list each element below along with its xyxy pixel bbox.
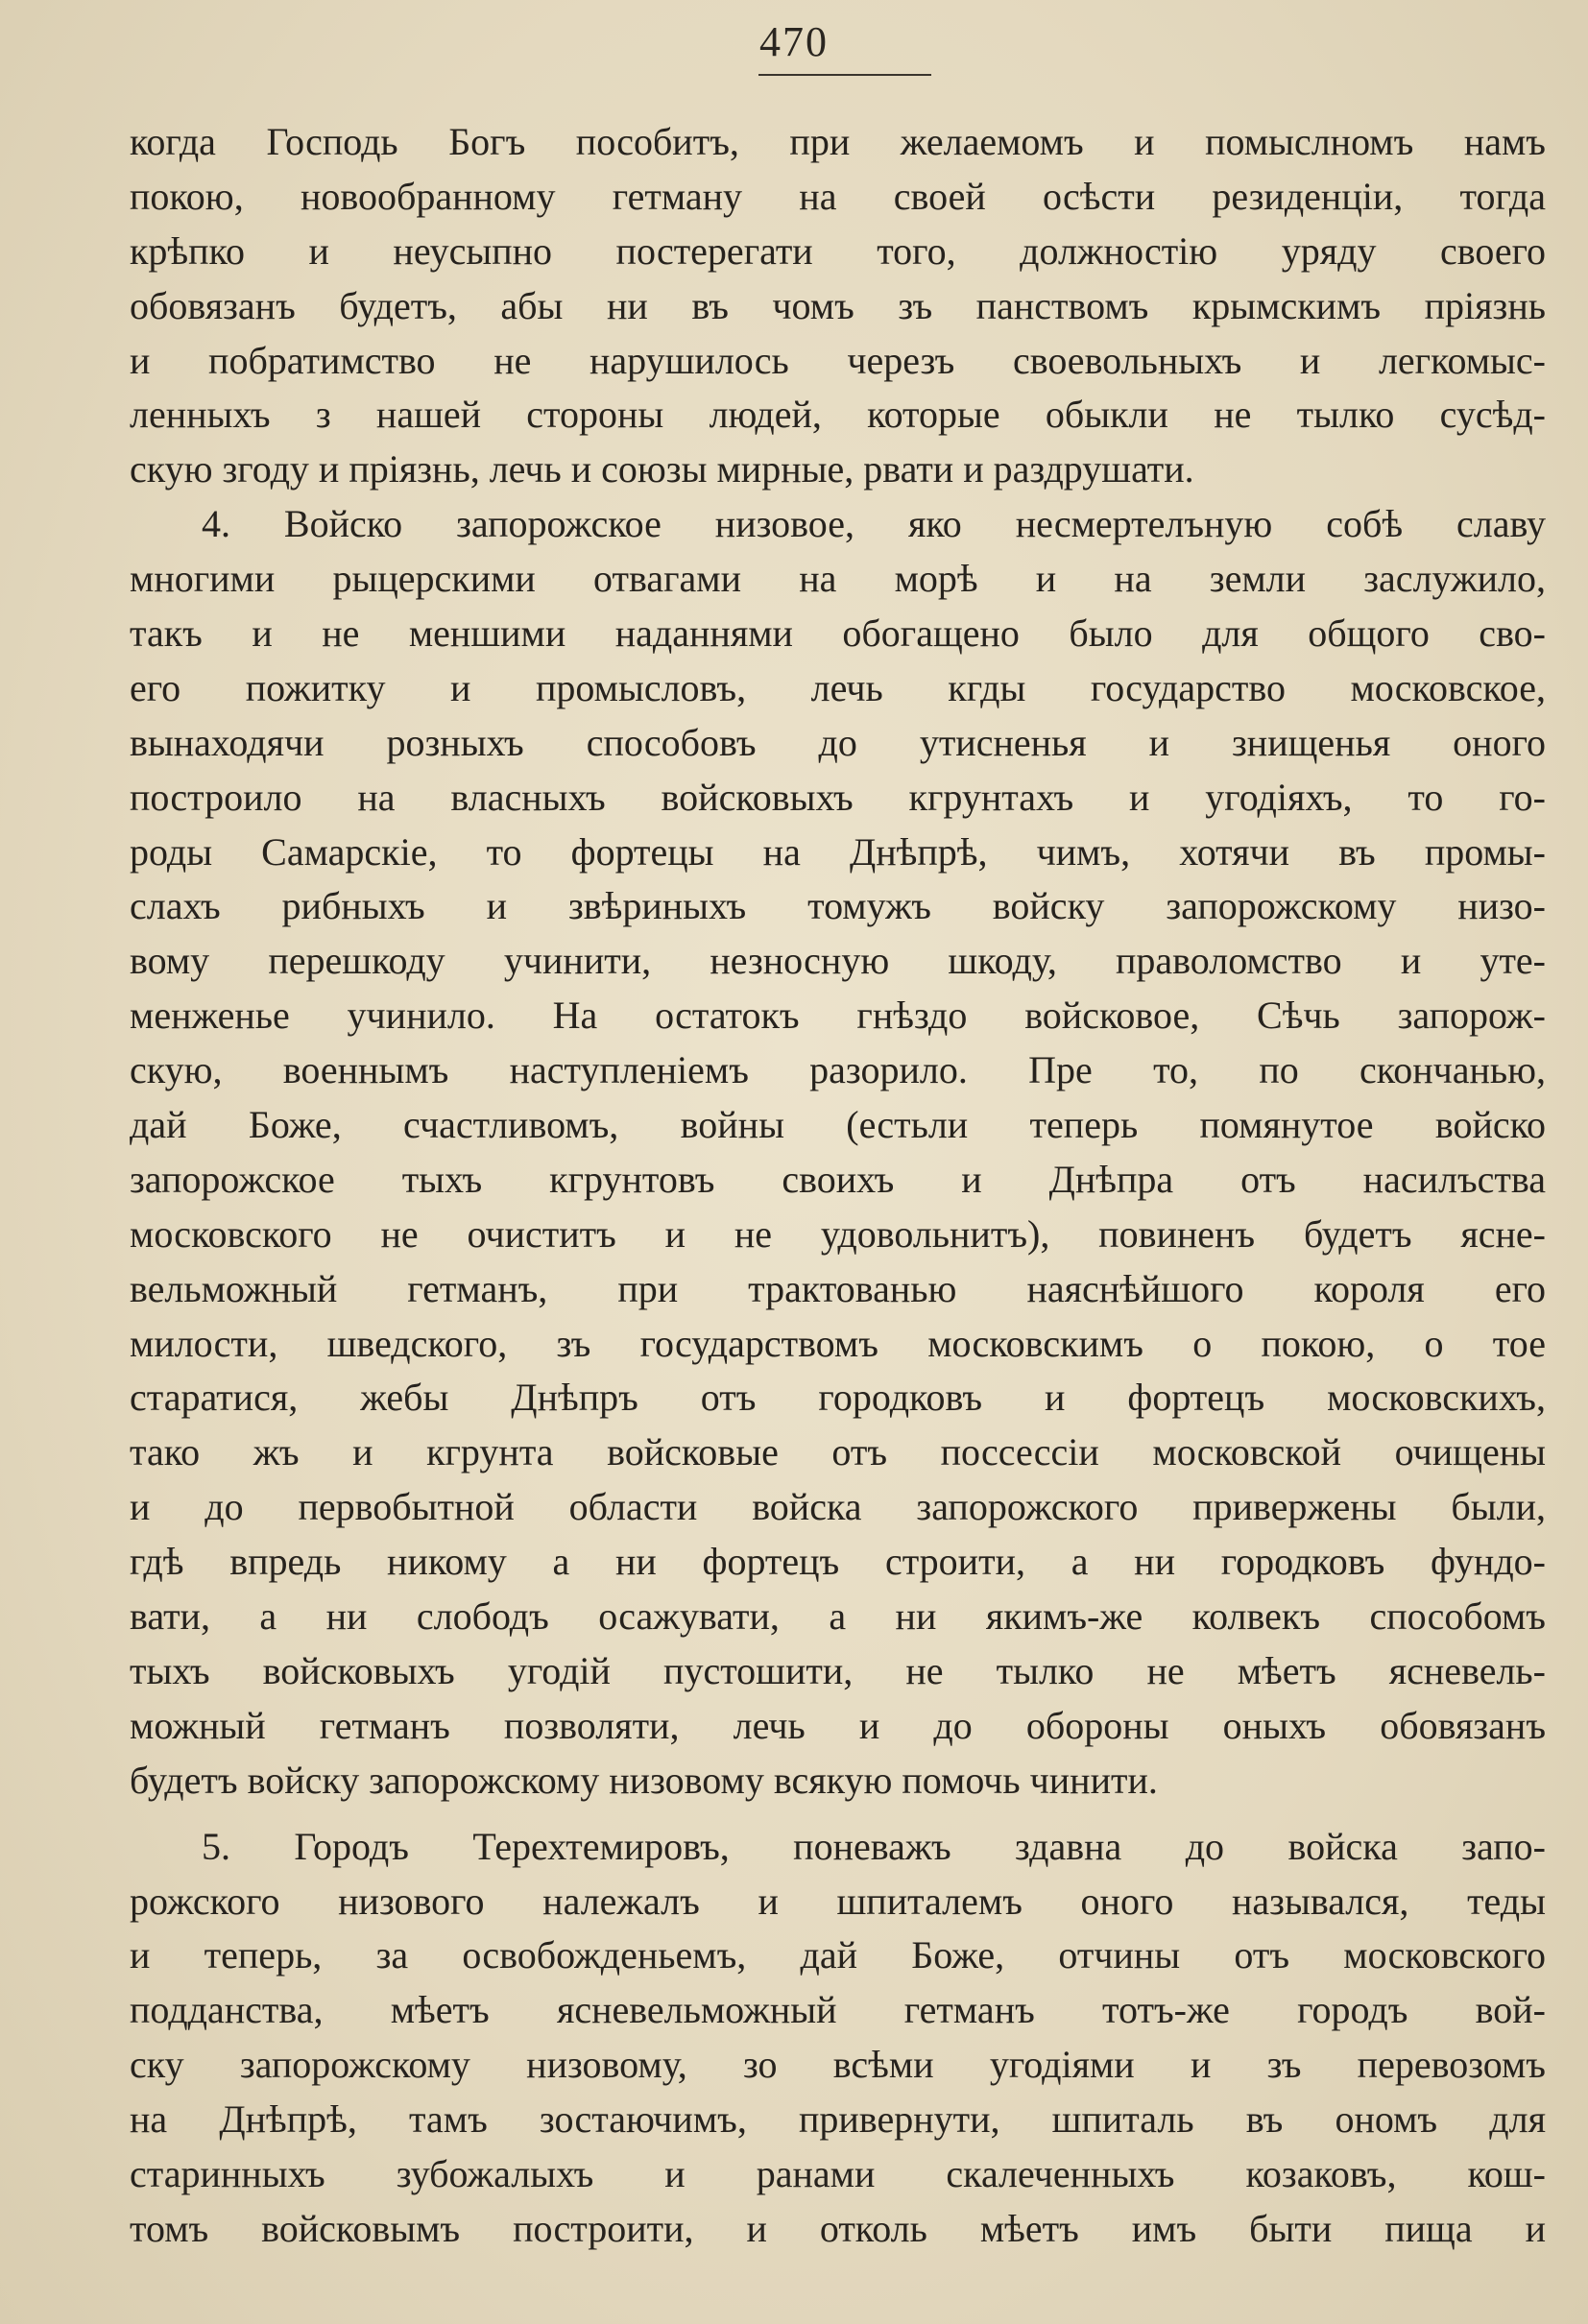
text-line: 4. Войско запорожское низовое, яко несмертелъную собѣ славу <box>202 502 1546 546</box>
text-line: покою, новообранному гетману на своей осѣсти резиденціи, тогда <box>130 174 1546 218</box>
text-line: построило на власныхъ войсковыхъ кгрунтахъ и угодіяхъ, то го- <box>130 775 1546 819</box>
text-line: будетъ войску запорожскому низовому всякую помочь чинити. <box>130 1758 1158 1802</box>
text-line: вынаходячи розныхъ способовъ до утисненья и знищенья оного <box>130 720 1546 764</box>
text-line: роды Самарскіе, то фортецы на Днѣпрѣ, чимъ, хотячи въ промы- <box>130 829 1546 874</box>
text-line: когда Господь Богъ пособитъ, при желаемомъ и помыслномъ намъ <box>130 120 1546 163</box>
text-line: скую згоду и пріязнь, лечь и союзы мирные, рвати и раздрушати. <box>130 447 1194 491</box>
text-line: старинныхъ зубожалыхъ и ранами скалеченныхъ козаковъ, кош- <box>130 2151 1546 2195</box>
paragraph-gap <box>130 1809 1546 1820</box>
text-line: московского не очиститъ и не удовольнитъ), повиненъ будетъ ясне- <box>130 1211 1546 1256</box>
text-line: дай Боже, счастливомъ, войны (естьли теперь помянутое войско <box>130 1103 1546 1147</box>
text-line: его пожитку и промысловъ, лечь кгды государство московское, <box>130 665 1546 709</box>
text-line: старатися, жебы Днѣпръ отъ городковъ и фортецъ московскихъ, <box>130 1376 1546 1420</box>
text-line: скую, военнымъ наступленіемъ разорило. Пре то, по скончанью, <box>130 1048 1546 1092</box>
text-line: запорожское тыхъ кгрунтовъ своихъ и Днѣпра отъ насилъства <box>130 1157 1546 1201</box>
paragraph-p4 <box>130 497 1546 1808</box>
text-line: и побратимство не нарушилось черезъ своевольныхъ и легкомыс- <box>130 338 1546 382</box>
text-line: и до первобытной области войска запорожского привержены были, <box>130 1485 1546 1529</box>
text-line: такъ и не меншими наданнями обогащено было для общого сво- <box>130 611 1546 656</box>
text-line: крѣпко и неусыпно постерегати того, должностію уряду своего <box>130 228 1546 273</box>
text-line: 5. Городъ Терехтемировъ, поневажъ здавна до войска запо- <box>202 1824 1546 1868</box>
text-line: милости, шведского, зъ государствомъ московскимъ о покою, о тое <box>130 1321 1546 1365</box>
body-text <box>130 115 1546 2257</box>
text-line: рожского низового належалъ и шпиталемъ оного назывался, теды <box>130 1879 1546 1923</box>
paragraph-cont <box>130 115 1546 497</box>
text-line: менженье учинило. На остатокъ гнѣздо войсковое, Сѣчь запорож- <box>130 994 1546 1038</box>
text-line: ску запорожскому низовому, зо всѣми угодіями и зъ перевозомъ <box>130 2043 1546 2087</box>
text-line: подданства, мѣетъ ясневельможный гетманъ тотъ-же городъ вой- <box>130 1988 1546 2032</box>
text-line: вати, а ни слободъ осажувати, а ни якимъ-же колвекъ способомъ <box>130 1594 1546 1639</box>
text-line: гдѣ впредь никому а ни фортецъ строити, а ни городковъ фундо- <box>130 1540 1546 1584</box>
text-line: вому перешкоду учинити, незносную шкоду, праволомство и уте- <box>130 939 1546 983</box>
page-number: 470 <box>759 18 829 65</box>
text-line: обовязанъ будетъ, абы ни въ чомъ зъ панствомъ крымскимъ пріязнь <box>130 283 1546 327</box>
text-line: и теперь, за освобожденьемъ, дай Боже, отчины отъ московского <box>130 1933 1546 1977</box>
text-line: на Днѣпрѣ, тамъ зостаючимъ, привернути, шпиталь въ ономъ для <box>130 2097 1546 2142</box>
paragraph-p5 <box>130 1820 1546 2257</box>
text-line: многими рыцерскими отвагами на морѣ и на земли заслужило, <box>130 557 1546 601</box>
text-line: томъ войсковымъ построити, и отколь мѣетъ имъ быти пища и <box>130 2206 1546 2250</box>
text-line: можный гетманъ позволяти, лечь и до обороны оныхъ обовязанъ <box>130 1703 1546 1747</box>
text-line: тако жъ и кгрунта войсковые отъ поссессіи московской очищены <box>130 1430 1546 1474</box>
header-rule <box>758 74 931 76</box>
text-line: слахъ рибныхъ и звѣриныхъ томужъ войску запорожскому низо- <box>130 884 1546 928</box>
text-line: тыхъ войсковыхъ угодій пустошити, не тылко не мѣетъ ясневель- <box>130 1648 1546 1692</box>
text-line: ленныхъ з нашей стороны людей, которые обыкли не тылко сусѣд- <box>130 393 1546 437</box>
text-line: вельможный гетманъ, при трактованью наяснѣйшого короля его <box>130 1266 1546 1310</box>
